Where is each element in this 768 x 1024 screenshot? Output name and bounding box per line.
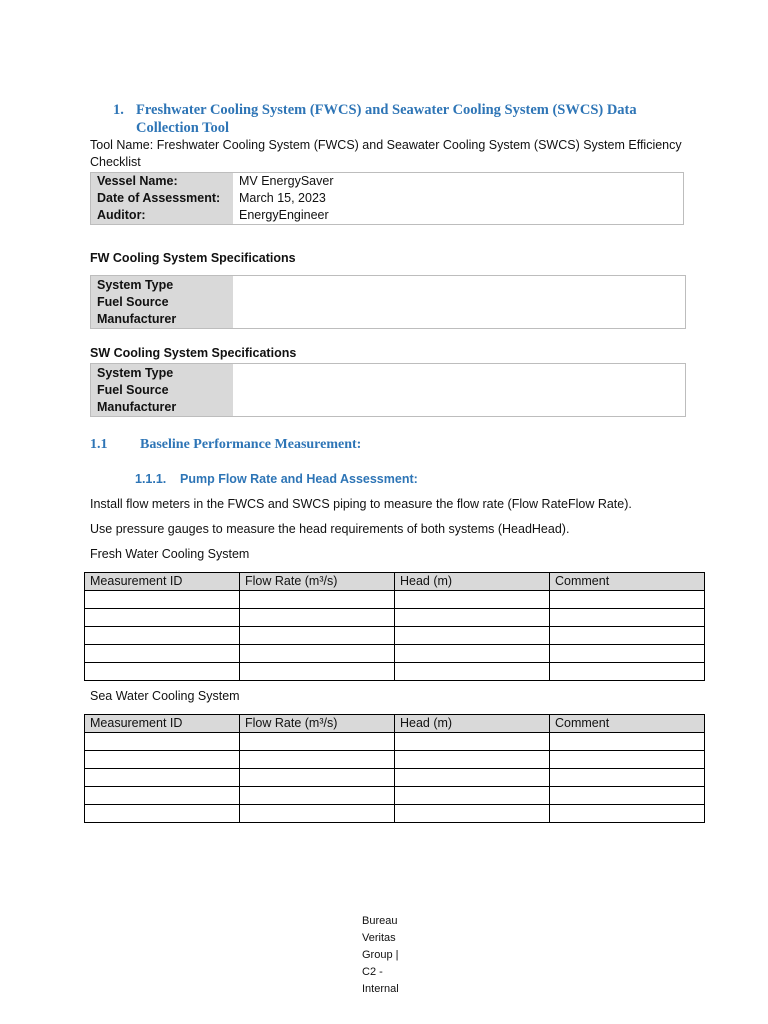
subsubsection-heading <box>135 472 418 486</box>
table-cell[interactable] <box>85 627 240 645</box>
footer-classification <box>362 913 412 998</box>
table-cell[interactable] <box>85 787 240 805</box>
fw-spec-table <box>90 275 686 329</box>
auditor-value: EnergyEngineer <box>239 208 329 222</box>
sea-water-table <box>84 714 705 823</box>
footer-line: Group | <box>362 949 399 961</box>
column-header: Head (m) <box>395 573 550 591</box>
table-row <box>85 663 705 681</box>
table-cell[interactable] <box>240 645 395 663</box>
table-cell[interactable] <box>240 609 395 627</box>
table-row <box>85 627 705 645</box>
table-cell[interactable] <box>240 663 395 681</box>
fw-spec-values <box>233 276 685 328</box>
vessel-info-table <box>90 172 684 225</box>
table-cell[interactable] <box>550 609 705 627</box>
column-header: Flow Rate (m³/s) <box>240 715 395 733</box>
table-cell[interactable] <box>550 663 705 681</box>
column-header: Head (m) <box>395 715 550 733</box>
table-cell[interactable] <box>395 645 550 663</box>
fw-spec-title: FW Cooling System Specifications <box>90 251 296 265</box>
column-header: Comment <box>550 573 705 591</box>
table-row <box>85 645 705 663</box>
date-value: March 15, 2023 <box>239 191 326 205</box>
vessel-name-label: Vessel Name: <box>91 173 234 191</box>
section-number: 1. <box>113 102 124 118</box>
table-row <box>85 787 705 805</box>
subsection-number: 1.1 <box>90 437 108 452</box>
fw-manufacturer-label: Manufacturer <box>97 312 177 326</box>
table-cell[interactable] <box>85 591 240 609</box>
table-cell[interactable] <box>85 609 240 627</box>
column-header: Measurement ID <box>85 715 240 733</box>
table-cell[interactable] <box>395 591 550 609</box>
table-row <box>85 751 705 769</box>
tool-name: Tool Name: Freshwater Cooling System (FWCS) and Seawater Cooling System (SWCS) System Efficiency Checklist <box>90 138 682 169</box>
sw-manufacturer-label: Manufacturer <box>97 400 177 414</box>
table-cell[interactable] <box>550 591 705 609</box>
footer-line: Bureau <box>362 915 398 927</box>
table-row <box>85 769 705 787</box>
sw-spec-values <box>233 364 685 416</box>
section-heading <box>113 101 693 137</box>
auditor-label: Auditor: <box>91 207 234 225</box>
table-cell[interactable] <box>240 733 395 751</box>
column-header: Comment <box>550 715 705 733</box>
table-cell[interactable] <box>85 805 240 823</box>
table-cell[interactable] <box>240 805 395 823</box>
table-cell[interactable] <box>85 733 240 751</box>
subsubsection-title: Pump Flow Rate and Head Assessment: <box>180 472 418 486</box>
table-cell[interactable] <box>395 733 550 751</box>
sw-spec-title: SW Cooling System Specifications <box>90 346 297 360</box>
column-header: Measurement ID <box>85 573 240 591</box>
table-cell[interactable] <box>395 751 550 769</box>
table-cell[interactable] <box>240 627 395 645</box>
table-cell[interactable] <box>240 769 395 787</box>
sw-fuel-source-label: Fuel Source <box>97 383 169 397</box>
sea-table-caption: Sea Water Cooling System <box>90 689 240 703</box>
table-cell[interactable] <box>240 787 395 805</box>
table-cell[interactable] <box>550 733 705 751</box>
subsubsection-number: 1.1.1. <box>135 472 167 486</box>
fresh-table-caption: Fresh Water Cooling System <box>90 547 250 561</box>
fresh-water-table <box>84 572 705 681</box>
table-row <box>85 733 705 751</box>
sw-spec-table <box>90 363 686 417</box>
table-cell[interactable] <box>395 609 550 627</box>
footer-line: C2 - <box>362 966 383 978</box>
instruction-paragraph: Use pressure gauges to measure the head requirements of both systems (HeadHead). <box>90 522 570 536</box>
table-cell[interactable] <box>550 627 705 645</box>
table-cell[interactable] <box>550 769 705 787</box>
footer-line: Veritas <box>362 932 396 944</box>
table-cell[interactable] <box>85 769 240 787</box>
fw-fuel-source-label: Fuel Source <box>97 295 169 309</box>
vessel-name-value: MV EnergySaver <box>239 174 334 188</box>
table-cell[interactable] <box>85 645 240 663</box>
date-label: Date of Assessment: <box>91 190 234 207</box>
instruction-paragraph: Install flow meters in the FWCS and SWCS piping to measure the flow rate (Flow RateFlow Rate). <box>90 497 632 511</box>
table-cell[interactable] <box>550 751 705 769</box>
table-cell[interactable] <box>550 645 705 663</box>
table-cell[interactable] <box>395 663 550 681</box>
table-cell[interactable] <box>550 787 705 805</box>
section-title: Freshwater Cooling System (FWCS) and Seawater Cooling System (SWCS) Data Collection Tool <box>136 102 637 136</box>
footer-line: Internal <box>362 983 399 995</box>
sw-system-type-label: System Type <box>97 366 174 380</box>
table-cell[interactable] <box>395 805 550 823</box>
fw-system-type-label: System Type <box>97 278 174 292</box>
table-cell[interactable] <box>395 769 550 787</box>
table-cell[interactable] <box>395 787 550 805</box>
table-cell[interactable] <box>85 663 240 681</box>
table-row <box>85 591 705 609</box>
table-cell[interactable] <box>395 627 550 645</box>
table-cell[interactable] <box>85 751 240 769</box>
table-row <box>85 805 705 823</box>
subsection-title: Baseline Performance Measurement: <box>140 437 362 452</box>
table-cell[interactable] <box>240 751 395 769</box>
column-header: Flow Rate (m³/s) <box>240 573 395 591</box>
table-cell[interactable] <box>240 591 395 609</box>
table-cell[interactable] <box>550 805 705 823</box>
table-row <box>85 609 705 627</box>
